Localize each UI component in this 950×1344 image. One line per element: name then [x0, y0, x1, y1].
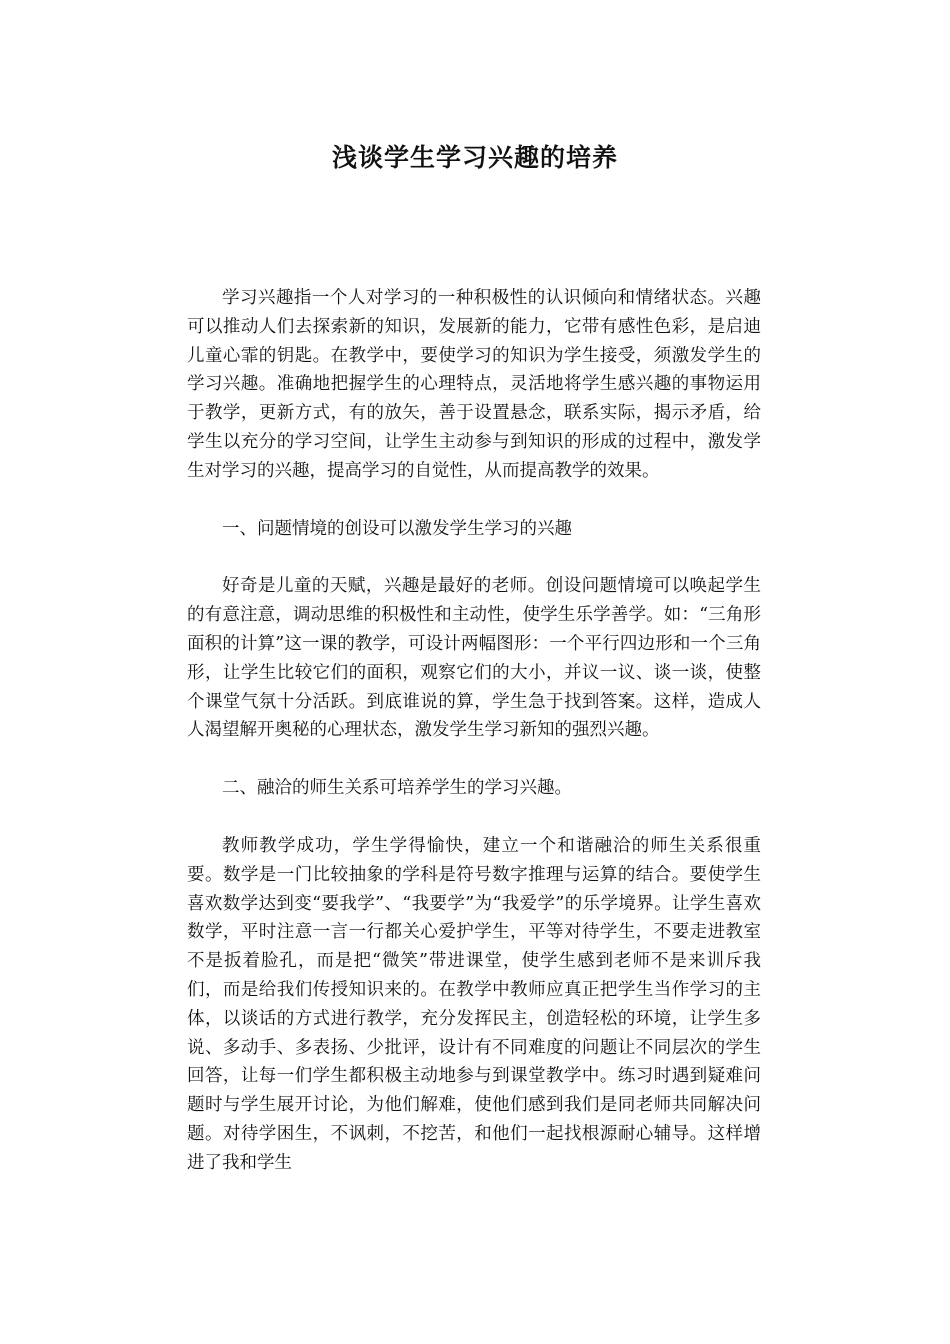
document-body: [187, 284, 761, 1178]
section-heading-2: 二、融洽的师生关系可培养学生的学习兴趣。: [222, 778, 572, 799]
document-title: 浅谈学生学习兴趣的培养: [331, 143, 618, 172]
section-1-paragraph: 好奇是儿童的天赋，兴趣是最好的老师。创设问题情境可以唤起学生的有意注意，调动思维的积极性和主动性，使学生乐学善学。如：“三角形面积的计算”这一课的教学，可设计两幅图形：一个平行四边形和一个三角形，让学生比较它们的面积，观察它们的大小，并议一议、谈一谈，使整个课堂气氛十分活跃。到底谁说的算，学生急于找到答案。这样，造成人人渴望解开奥秘的心理状态，激发学生学习新知的强烈兴趣。: [187, 576, 761, 741]
paragraph-spacer: [187, 745, 761, 774]
intro-paragraph: 学习兴趣指一个人对学习的一种积极性的认识倾向和情绪状态。兴趣可以推动人们去探索新的知识，发展新的能力，它带有感性色彩，是启迪儿童心霏的钥匙。在教学中，要使学习的知识为学生接受，须激发学生的学习兴趣。准确地把握学生的心理特点，灵活地将学生感兴趣的事物运用于教学，更新方式，有的放矢，善于设置悬念，联系实际，揭示矛盾，给学生以充分的学习空间，让学生主动参与到知识的形成的过程中，激发学生对学习的兴趣，提高学习的自觉性，从而提高教学的效果。: [187, 288, 761, 481]
section-heading-1: 一、问题情境的创设可以激发学生学习的兴趣: [222, 518, 572, 539]
section-2-paragraph: 教师教学成功，学生学得愉快，建立一个和谐融洽的师生关系很重要。数学是一门比较抽象的学科是符号数字推理与运算的结合。要使学生喜欢数学达到变“要我学”、“我要学”为“我爱学”的乐学境界。让学生喜欢数学，平时注意一言一行都关心爱护学生，平等对待学生，不要走进教室不是扳着脸孔，而是把“微笑”带进课堂，使学生感到老师不是来训斥我们，而是给我们传授知识来的。在教学中教师应真正把学生当作学习的主体，以谈话的方式进行教学，充分发挥民主，创造轻松的环境，让学生多说、多动手、多表扬、少批评，设计有不同难度的问题让不同层次的学生回答，让每一们学生都积极主动地参与到课堂教学中。练习时遇到疑难问题时与学生展开讨论，为他们解难，使他们感到我们是同老师共同解决问题。对待学困生，不讽刺，不挖苦，和他们一起找根源耐心辅导。这样增进了我和学生: [187, 835, 761, 1173]
paragraph-spacer: [187, 543, 761, 572]
paragraph-spacer: [187, 486, 761, 515]
paragraph-spacer: [187, 803, 761, 832]
